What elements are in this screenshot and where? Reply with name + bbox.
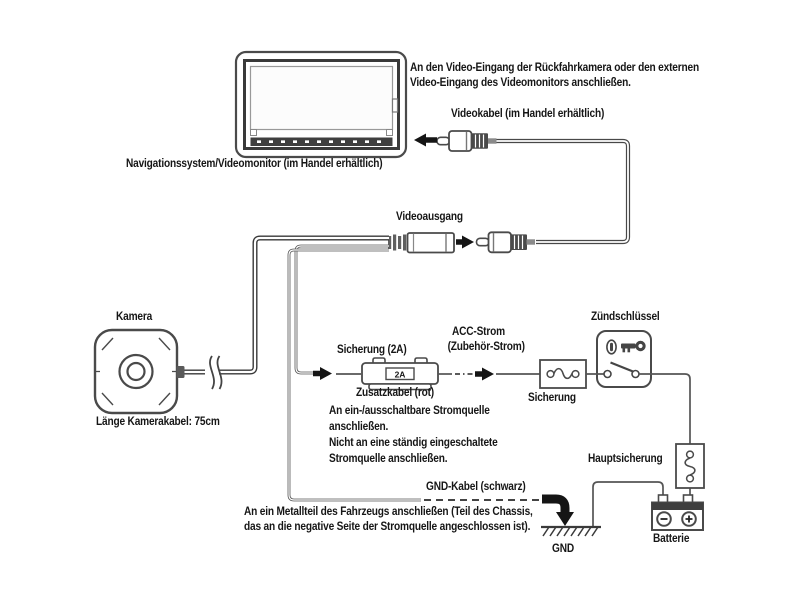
ignition-switch-icon [586,331,651,387]
battery-icon [652,495,703,530]
arrow-right-fuse-icon [313,367,332,380]
power-note-line1: An ein-/ausschaltbare Stromquelle [329,405,490,417]
arrow-left-icon [414,134,437,147]
zusatzkabel-label: Zusatzkabel (rot) [356,387,434,399]
acc-label-line1: ACC-Strom [452,326,505,338]
video-input-note-line2: Video-Eingang des Videomonitors anschließen. [410,77,631,89]
fuse-2a-label: Sicherung (2A) [337,344,407,356]
video-input-note-line1: An den Video-Eingang der Rückfahrkamera oder den externen [410,62,699,74]
gnd-note [244,505,533,535]
acc-label [447,325,525,355]
arrow-right-acc-icon [475,368,494,381]
battery-label: Batterie [653,533,690,545]
gnd-cable-label: GND-Kabel (schwarz) [426,481,526,493]
camera-label: Kamera [116,311,153,323]
gnd-label: GND [552,543,574,555]
rca-plug-top-icon [437,131,497,151]
main-fuse-label: Hauptsicherung [588,453,663,465]
fuse-2a-icon [336,358,452,390]
ignition-label: Zündschlüssel [591,311,660,323]
camera-cable-wire [184,238,389,389]
rca-plug-bottom-icon [477,232,536,252]
power-note-line3: Nicht an eine ständig eingeschaltete [329,437,498,449]
ground-icon [541,499,601,536]
videokabel-wire [496,141,628,242]
arrow-right-videoausgang-icon [456,236,474,249]
power-note-line2: anschließen. [329,421,389,433]
gnd-thick-arrow-icon [542,499,565,513]
power-note-line4: Stromquelle anschließen. [329,453,448,465]
monitor-label: Navigationssystem/Videomonitor (im Handel erhältlich) [126,158,383,170]
videoausgang-connector-icon [388,233,454,253]
fuse-box-icon [540,360,586,388]
videokabel-label: Videokabel (im Handel erhältlich) [451,108,605,120]
camera-icon [95,330,185,413]
power-note [329,403,498,467]
cable-break-icon [210,356,214,389]
video-input-note [410,61,699,91]
videoausgang-label: Videoausgang [396,211,463,223]
gnd-note-line2: das an die negative Seite der Stromquelle angeschlossen ist). [244,521,531,533]
camera-cable-length-label: Länge Kamerakabel: 75cm [96,416,220,428]
fuse-box-label: Sicherung [528,392,576,404]
acc-label-line2: (Zubehör-Strom) [447,341,525,353]
gnd-note-line1: An ein Metallteil des Fahrzeugs anschließen (Teil des Chassis, [244,506,533,518]
monitor-icon [236,52,406,157]
main-fuse-icon [676,444,704,488]
fuse-2a-value: 2A [394,369,406,380]
